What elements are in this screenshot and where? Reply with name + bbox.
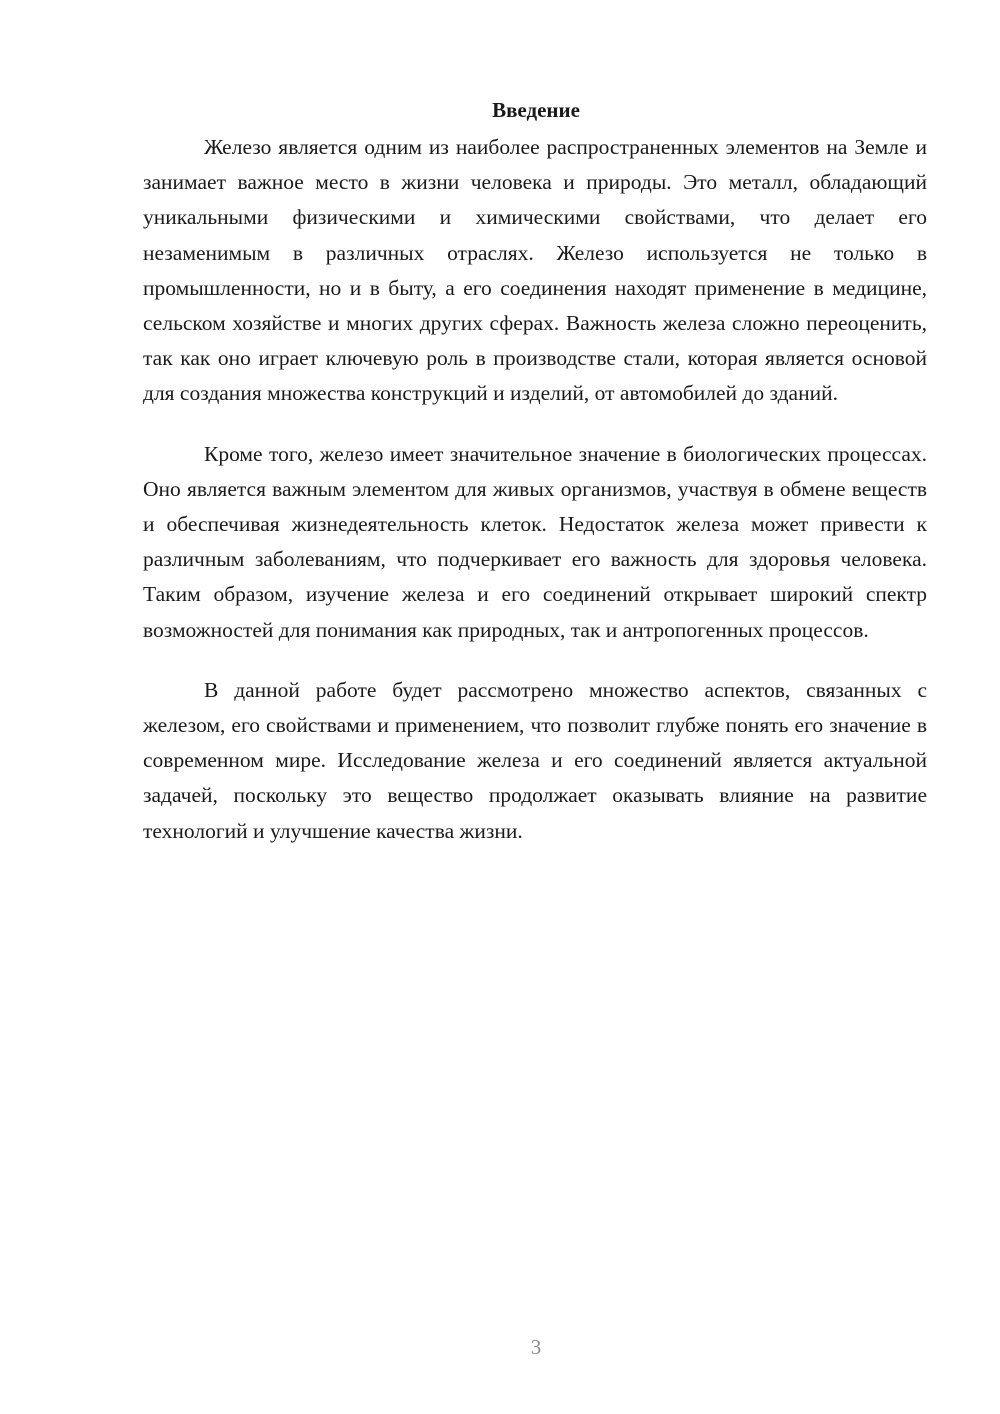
- page-content: [143, 95, 927, 874]
- section-title: Введение: [492, 98, 580, 122]
- paragraph-2: Кроме того, железо имеет значительное значение в биологических процессах. Оно является важным элементом для живых организмов, участвуя в обмене веществ и обеспечивая жизнедеятельность клеток. Недостаток железа может привести к различным заболеваниям, что подчеркивает его важность для здоровья человека. Таким образом, изучение железа и его соединений открывает широкий спектр возможностей для понимания как природных, так и антропогенных процессов.: [143, 441, 927, 642]
- paragraph-3: В данной работе будет рассмотрено множество аспектов, связанных с железом, его свойствами и применением, что позволит глубже понять его значение в современном мире. Исследование железа и его соединений является актуальной задачей, поскольку это вещество продолжает оказывать влияние на развитие технологий и улучшение качества жизни.: [143, 677, 927, 843]
- page-number: 3: [530, 1335, 542, 1359]
- paragraph-1: Железо является одним из наиболее распространенных элементов на Земле и занимает важное место в жизни человека и природы. Это металл, обладающий уникальными физическими и химическими свойствами, что делает его незаменимым в различных отраслях. Железо используется не только в промышленности, но и в быту, а его соединения находят применение в медицине, сельском хозяйстве и многих других сферах. Важность железа сложно переоценить, так как оно играет ключевую роль в производстве стали, которая является основой для создания множества конструкций и изделий, от автомобилей до зданий.: [143, 135, 927, 406]
